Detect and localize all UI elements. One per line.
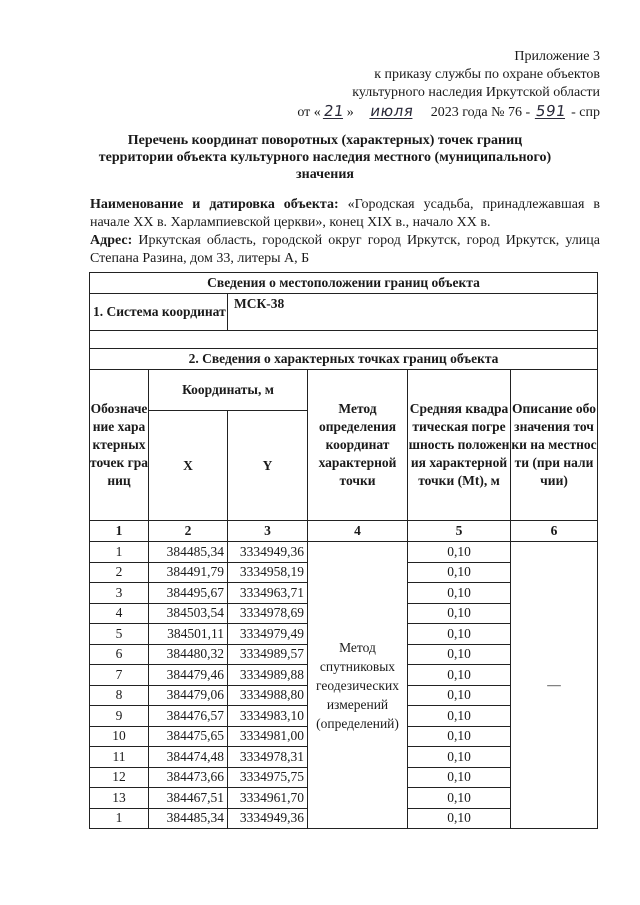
x-coordinate-cell: 384479,46 [149,665,228,686]
handwritten-month: июля [369,102,416,120]
title-line-1: Перечень координат поворотных (характерных) точек границ [127,133,523,148]
coord-system-label: 1. Система координат [90,294,228,331]
point-number-cell: 1 [90,808,149,829]
x-coordinate-cell: 384474,48 [149,747,228,768]
y-coordinate-cell: 3334989,57 [228,644,308,665]
appendix-number: Приложение 3 [514,49,600,64]
blank-row [90,331,598,349]
point-number-cell: 5 [90,624,149,645]
accuracy-cell: 0,10 [408,808,511,829]
accuracy-cell: 0,10 [408,788,511,809]
appendix-order-ref: к приказу службы по охране объектов [374,67,600,82]
x-coordinate-cell: 384501,11 [149,624,228,645]
column-number: 2 [149,521,228,542]
x-coordinate-cell: 384480,32 [149,644,228,665]
accuracy-cell: 0,10 [408,747,511,768]
point-number-cell: 4 [90,603,149,624]
accuracy-cell: 0,10 [408,583,511,604]
object-name-value: «Городская усадьба, принадлежавшая в начале XX в. Харлампиевской церкви», конец XIX в., начало XX в. [90,197,601,230]
order-suffix: - спр [571,105,600,120]
table-row [90,542,598,563]
point-number-cell: 2 [90,562,149,583]
y-coordinate-cell: 3334975,75 [228,767,308,788]
header-coordinates: Координаты, м [149,370,308,411]
header-description: Описание обозначения точки на местности (при наличии) [511,370,598,521]
point-number-cell: 3 [90,583,149,604]
handwritten-day: 21 [322,102,346,120]
coordinates-table [89,272,598,829]
point-number-cell: 9 [90,706,149,727]
header-method: Метод определения координат характерной точки [308,370,408,521]
y-coordinate-cell: 3334949,36 [228,542,308,563]
accuracy-cell: 0,10 [408,644,511,665]
header-accuracy: Средняя квадратическая погрешность положения характерной точки (Mt), м [408,370,511,521]
section-2-title: 2. Сведения о характерных точках границ объекта [90,349,598,370]
point-number-cell: 11 [90,747,149,768]
handwritten-order-number: 591 [534,102,567,120]
appendix-header [297,48,600,122]
accuracy-cell: 0,10 [408,562,511,583]
object-address-label: Адрес: [90,233,133,248]
point-number-cell: 12 [90,767,149,788]
x-coordinate-cell: 384473,66 [149,767,228,788]
object-address [90,232,600,268]
y-coordinate-cell: 3334989,88 [228,665,308,686]
y-coordinate-cell: 3334988,80 [228,685,308,706]
coord-system-value: МСК-38 [228,294,598,331]
accuracy-cell: 0,10 [408,726,511,747]
x-coordinate-cell: 384475,65 [149,726,228,747]
section-1-title: Сведения о местоположении границ объекта [90,273,598,294]
y-coordinate-cell: 3334978,31 [228,747,308,768]
x-coordinate-cell: 384491,79 [149,562,228,583]
y-coordinate-cell: 3334958,19 [228,562,308,583]
y-coordinate-cell: 3334961,70 [228,788,308,809]
accuracy-cell: 0,10 [408,767,511,788]
column-number: 5 [408,521,511,542]
point-number-cell: 6 [90,644,149,665]
method-cell: Метод спутниковых геодезических измерений (определений) [308,542,408,829]
y-coordinate-cell: 3334981,00 [228,726,308,747]
date-prefix: от « [297,105,321,120]
order-date-line [297,102,600,122]
appendix-authority: культурного наследия Иркутской области [352,85,600,100]
x-coordinate-cell: 384485,34 [149,542,228,563]
x-coordinate-cell: 384495,67 [149,583,228,604]
document-title [90,132,560,183]
accuracy-cell: 0,10 [408,665,511,686]
x-coordinate-cell: 384479,06 [149,685,228,706]
y-coordinate-cell: 3334963,71 [228,583,308,604]
accuracy-cell: 0,10 [408,542,511,563]
x-coordinate-cell: 384467,51 [149,788,228,809]
point-number-cell: 1 [90,542,149,563]
x-coordinate-cell: 384503,54 [149,603,228,624]
y-coordinate-cell: 3334949,36 [228,808,308,829]
accuracy-cell: 0,10 [408,603,511,624]
object-name-label: Наименование и датировка объекта: [90,197,339,212]
title-line-3: значения [296,167,354,182]
title-line-2: территории объекта культурного наследия местного (муниципального) [98,150,552,165]
x-coordinate-cell: 384485,34 [149,808,228,829]
header-y: Y [228,411,308,521]
point-number-cell: 10 [90,726,149,747]
y-coordinate-cell: 3334978,69 [228,603,308,624]
accuracy-cell: 0,10 [408,706,511,727]
column-number: 1 [90,521,149,542]
column-number: 4 [308,521,408,542]
x-coordinate-cell: 384476,57 [149,706,228,727]
header-point-designation: Обозначение характерных точек границ [90,370,149,521]
object-address-value: Иркутская область, городской округ город Иркутск, город Иркутск, улица Степана Разина, дом 33, литеры А, Б [90,233,600,266]
object-name [90,196,600,232]
point-number-cell: 7 [90,665,149,686]
column-number: 3 [228,521,308,542]
header-x: X [149,411,228,521]
description-cell: — [511,542,598,829]
date-quote-close: » [346,105,354,120]
point-number-cell: 8 [90,685,149,706]
accuracy-cell: 0,10 [408,685,511,706]
accuracy-cell: 0,10 [408,624,511,645]
point-number-cell: 13 [90,788,149,809]
y-coordinate-cell: 3334983,10 [228,706,308,727]
column-number: 6 [511,521,598,542]
column-number-row [90,521,598,542]
y-coordinate-cell: 3334979,49 [228,624,308,645]
order-year-number: 2023 года № 76 - [430,105,531,120]
